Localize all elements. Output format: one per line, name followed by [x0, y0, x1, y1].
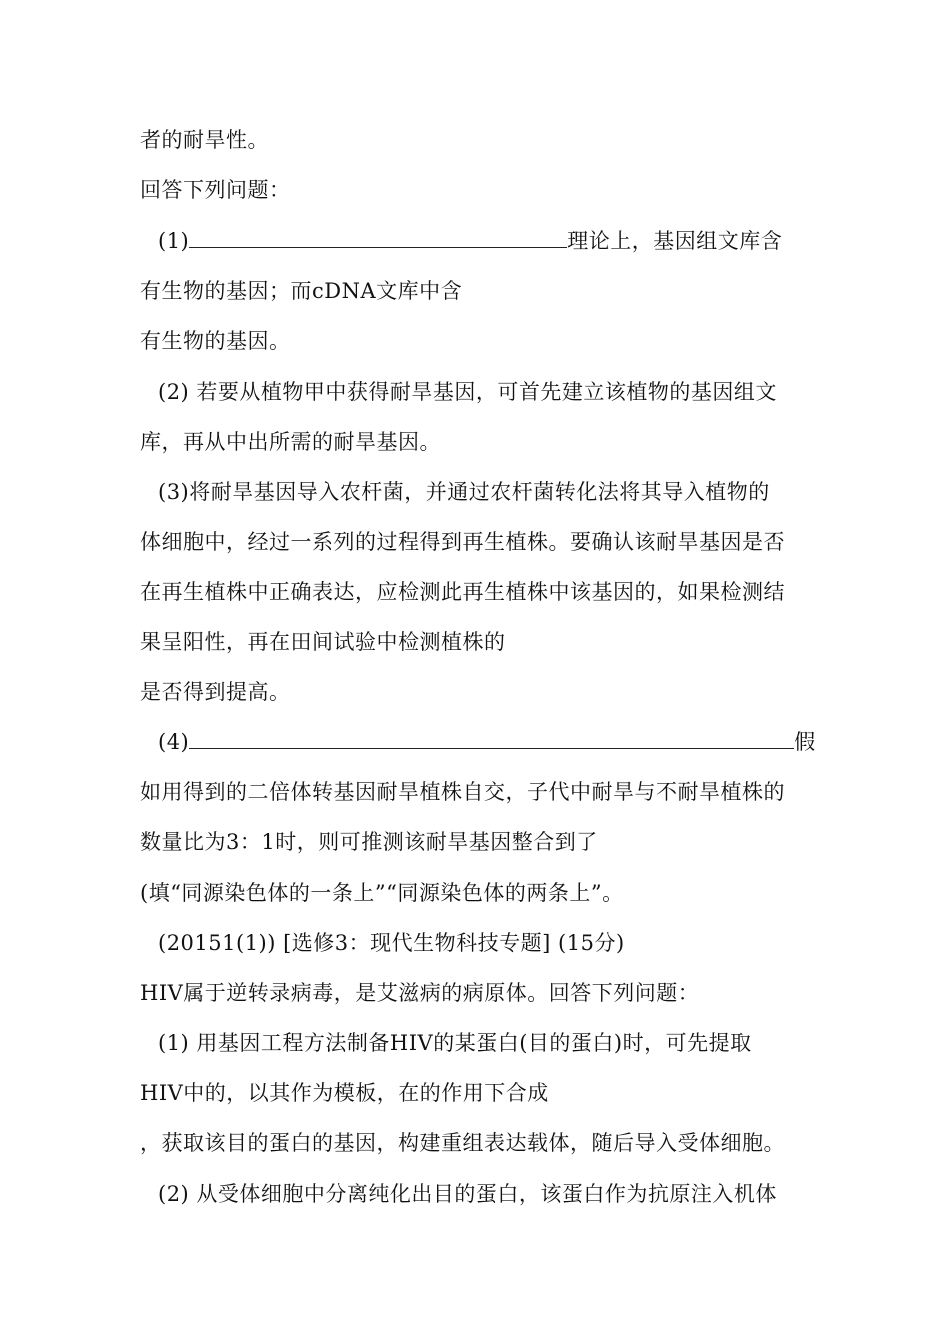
- text-line: 是否得到提高。: [140, 680, 291, 704]
- question-number: (1): [158, 229, 190, 253]
- text-line: (填“同源染色体的一条上”“同源染色体的两条上”。: [140, 881, 624, 905]
- text-line: 体细胞中，经过一系列的过程得到再生植株。要确认该耐旱基因是否: [140, 530, 785, 554]
- text-line: 库，再从中出所需的耐旱基因。: [140, 430, 441, 454]
- text-line: (2) 若要从植物甲中获得耐旱基因，可首先建立该植物的基因组文: [158, 380, 777, 404]
- answer-blank: [189, 728, 794, 749]
- text-line: (2) 从受体细胞中分离纯化出目的蛋白，该蛋白作为抗原注入机体: [158, 1182, 777, 1206]
- section-heading: (20151(1)) [选修3：现代生物科技专题] (15分): [158, 931, 625, 955]
- text-line: ，获取该目的蛋白的基因，构建重组表达载体，随后导入受体细胞。: [140, 1131, 785, 1155]
- text-line: 数量比为3：1时，则可推测该耐旱基因整合到了: [140, 830, 598, 854]
- text-line: (1) 用基因工程方法制备HIV的某蛋白(目的蛋白)时，可先提取: [158, 1031, 752, 1055]
- text-segment: 理论上，基因组文库含: [567, 229, 783, 253]
- question-number: (4): [158, 730, 190, 754]
- text-line: 如用得到的二倍体转基因耐旱植株自交，子代中耐旱与不耐旱植株的: [140, 780, 785, 804]
- text-line: HIV属于逆转录病毒，是艾滋病的病原体。回答下列问题：: [140, 981, 700, 1005]
- text-line: HIV中的，以其作为模板，在的作用下合成: [140, 1081, 549, 1105]
- text-line: 回答下列问题：: [140, 178, 291, 202]
- question-4-line: [158, 728, 816, 756]
- text-line: (3)将耐旱基因导入农杆菌，并通过农杆菌转化法将其导入植物的: [158, 480, 770, 504]
- text-line: 果呈阳性，再在田间试验中检测植株的: [140, 630, 506, 654]
- answer-blank: [189, 227, 567, 248]
- text-segment: 假: [794, 730, 816, 754]
- text-line: 有生物的基因。: [140, 329, 291, 353]
- text-line: 者的耐旱性。: [140, 128, 269, 152]
- question-1-line: [158, 227, 782, 255]
- text-line: 有生物的基因；而cDNA文库中含: [140, 279, 463, 303]
- text-line: 在再生植株中正确表达，应检测此再生植株中该基因的，如果检测结: [140, 580, 785, 604]
